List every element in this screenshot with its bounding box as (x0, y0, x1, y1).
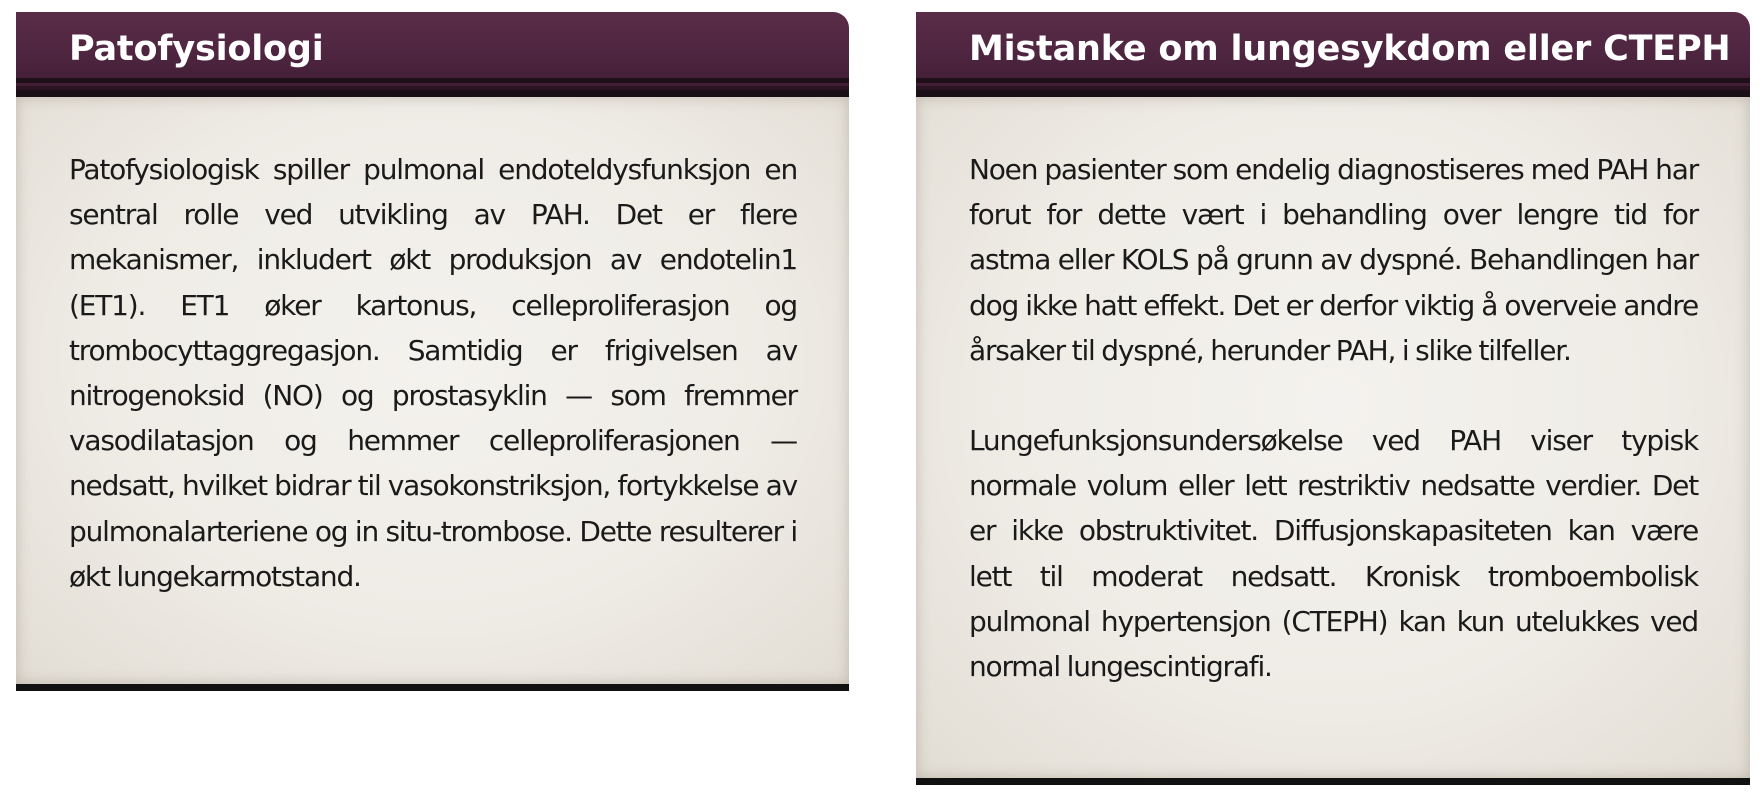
lung-disease-cteph-header (916, 12, 1750, 90)
pathophysiology-body (16, 97, 849, 691)
pathophysiology-box (16, 12, 849, 691)
header-divider (916, 90, 1750, 97)
misdiagnosis-paragraph: Noen pasienter som endelig diagnostiseres med PAH har forut for dette vært i behandling over lengre tid for astma eller KOLS på grunn av dyspné. Behandlingen har dog ikke hatt effekt. Det er derfor viktig å overveie andre årsaker til dyspné, herunder PAH, i slike tilfeller. (969, 153, 1698, 367)
pathophysiology-title: Patofysiologi (69, 29, 324, 69)
lung-disease-cteph-body (916, 97, 1750, 785)
lung-disease-cteph-box (916, 12, 1750, 785)
pathophysiology-paragraph: Patofysiologisk spiller pulmonal endoteldysfunksjon en sentral rolle ved utvikling av PAH. Det er flere mekanismer, inkludert økt produksjon av endotelin1 (ET1). ET1 øker kartonus, celleproliferasjon og trombocyttaggregasjon. Samtidig er frigivelsen av nitrogenoksid (NO) og prostasyklin — som fremmer vasodilatasjon og hemmer celleproliferasjonen — nedsatt, hvilket bidrar til vasokonstriksjon, fortykkelse av pulmonalarteriene og in situ-trombose. Dette resulterer i økt lungekarmotstand. (69, 153, 797, 593)
lung-function-paragraph: Lungefunksjonsundersøkelse ved PAH viser typisk normale volum eller lett restriktiv nedsatte verdier. Det er ikke obstruktivitet. Diffusjonskapasiteten kan være lett til moderat nedsatt. Kronisk tromboembolisk pulmonal hypertensjon (CTEPH) kan kun utelukkes ved normal lungescintigrafi. (969, 424, 1698, 684)
header-divider (16, 90, 849, 97)
lung-disease-cteph-title: Mistanke om lungesykdom eller CTEPH (969, 29, 1731, 69)
pathophysiology-header (16, 12, 849, 90)
